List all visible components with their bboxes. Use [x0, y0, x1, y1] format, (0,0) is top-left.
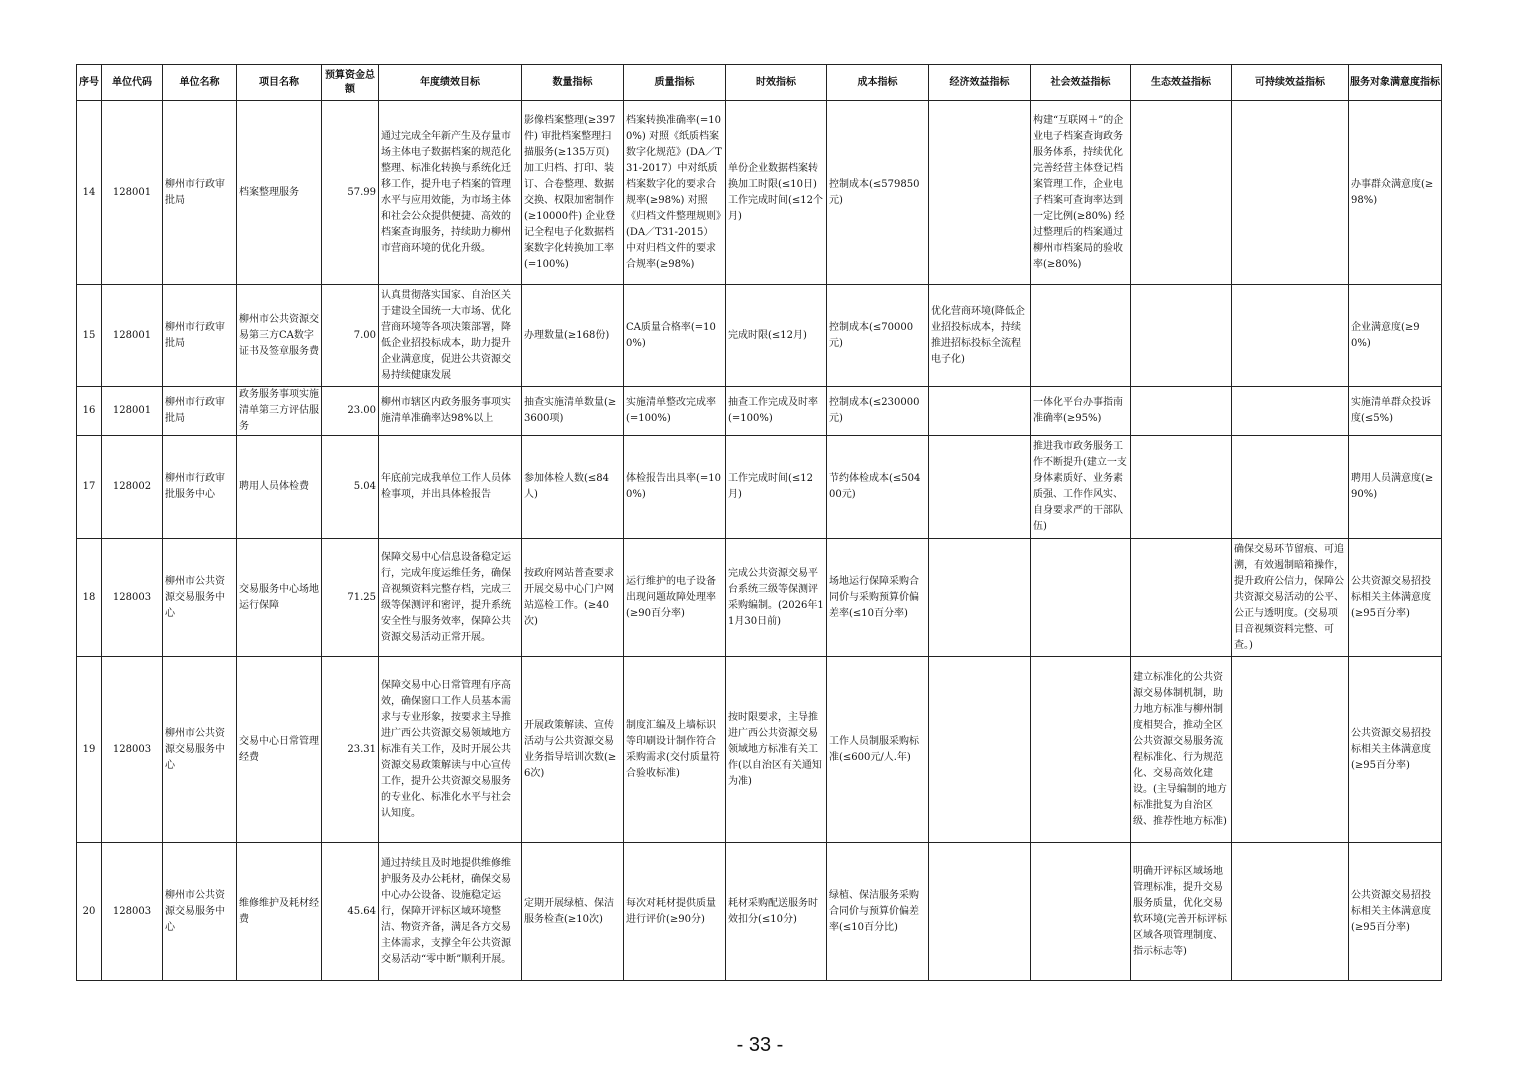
budget-amount-cell: 23.00: [322, 387, 379, 436]
unit-code-cell: 128003: [102, 657, 163, 843]
table-header: [77, 65, 1442, 101]
project-name-cell: 交易中心日常管理经费: [237, 657, 322, 843]
quality-indicator-cell: 运行维护的电子设备出现问题故障处理率(≥90百分率): [624, 539, 726, 657]
satisfaction-indicator-cell: 办事群众满意度(≥98%): [1349, 101, 1442, 285]
cost-indicator-cell: 绿植、保洁服务采购合同价与预算价偏差率(≤10百分比): [827, 843, 929, 981]
ecological-benefit-cell: [1131, 101, 1232, 285]
timeliness-indicator-cell: 单份企业数据档案转换加工时限(≤10日) 工作完成时间(≤12个月): [726, 101, 827, 285]
quality-indicator-cell: CA质量合格率(=100%): [624, 285, 726, 387]
quality-indicator-cell: 体检报告出具率(=100%): [624, 436, 726, 539]
project-name-cell: 柳州市公共资源交易第三方CA数字证书及签章服务费: [237, 285, 322, 387]
economic-benefit-cell: [929, 657, 1031, 843]
page-number: - 33 -: [736, 1034, 784, 1056]
table-row: [77, 387, 1442, 436]
row-number-cell: 20: [77, 843, 102, 981]
ecological-benefit-cell: 明确开评标区域场地管理标准，提升交易服务质量，优化交易软环境(完善开标评标区域各项管理制度、指示标志等): [1131, 843, 1232, 981]
header-cell: 生态效益指标: [1131, 65, 1232, 101]
quality-indicator-cell: 实施清单整改完成率(=100%): [624, 387, 726, 436]
unit-name-cell: 柳州市公共资源交易服务中心: [163, 843, 237, 981]
project-name-cell: 档案整理服务: [237, 101, 322, 285]
header-cell: 预算资金总额: [322, 65, 379, 101]
sustainable-benefit-cell: [1232, 843, 1349, 981]
annual-goal-cell: 保障交易中心日常管理有序高效，确保窗口工作人员基本需求与专业形象，按要求主导推进广西公共资源交易领域地方标准有关工作，及时开展公共资源交易政策解读与中心宣传工作，提升公共资源交易服务的专业化、标准化水平与社会认知度。: [379, 657, 522, 843]
economic-benefit-cell: [929, 539, 1031, 657]
unit-name-cell: 柳州市行政审批局: [163, 387, 237, 436]
social-benefit-cell: [1031, 285, 1131, 387]
timeliness-indicator-cell: 抽查工作完成及时率(=100%): [726, 387, 827, 436]
header-cell: 经济效益指标: [929, 65, 1031, 101]
ecological-benefit-cell: [1131, 539, 1232, 657]
ecological-benefit-cell: 建立标准化的公共资源交易体制机制，助力地方标准与柳州制度相契合，推动全区公共资源交易服务流程标准化、行为规范化、交易高效化建设。(主导编制的地方标准批复为自治区级、推荐性地方标准): [1131, 657, 1232, 843]
row-number-cell: 15: [77, 285, 102, 387]
ecological-benefit-cell: [1131, 387, 1232, 436]
timeliness-indicator-cell: 按时限要求，主导推进广西公共资源交易领域地方标准有关工作(以自治区有关通知为准): [726, 657, 827, 843]
timeliness-indicator-cell: 完成公共资源交易平台系统三级等保测评采购编制。(2026年11月30日前): [726, 539, 827, 657]
header-cell: 社会效益指标: [1031, 65, 1131, 101]
unit-name-cell: 柳州市公共资源交易服务中心: [163, 657, 237, 843]
header-row: [77, 65, 1442, 101]
quality-indicator-cell: 制度汇编及上墙标识等印刷设计制作符合采购需求(交付质量符合验收标准): [624, 657, 726, 843]
header-cell: 项目名称: [237, 65, 322, 101]
header-cell: 单位名称: [163, 65, 237, 101]
table-row: [77, 285, 1442, 387]
social-benefit-cell: 推进我市政务服务工作不断提升(建立一支身体素质好、业务素质强、工作作风实、自身要求严的干部队伍): [1031, 436, 1131, 539]
timeliness-indicator-cell: 工作完成时间(≤12月): [726, 436, 827, 539]
unit-code-cell: 128003: [102, 843, 163, 981]
quantity-indicator-cell: 按政府网站普查要求开展交易中心门户网站巡检工作。(≥40次): [522, 539, 624, 657]
table-row: [77, 101, 1442, 285]
sustainable-benefit-cell: [1232, 657, 1349, 843]
timeliness-indicator-cell: 完成时限(≤12月): [726, 285, 827, 387]
unit-code-cell: 128001: [102, 285, 163, 387]
quantity-indicator-cell: 抽查实施清单数量(≥3600项): [522, 387, 624, 436]
satisfaction-indicator-cell: 公共资源交易招投标相关主体满意度(≥95百分率): [1349, 843, 1442, 981]
satisfaction-indicator-cell: 公共资源交易招投标相关主体满意度(≥95百分率): [1349, 539, 1442, 657]
header-cell: 可持续效益指标: [1232, 65, 1349, 101]
satisfaction-indicator-cell: 实施清单群众投诉度(≤5%): [1349, 387, 1442, 436]
unit-name-cell: 柳州市公共资源交易服务中心: [163, 539, 237, 657]
performance-table: [76, 64, 1442, 981]
social-benefit-cell: [1031, 843, 1131, 981]
unit-code-cell: 128001: [102, 387, 163, 436]
table-row: [77, 539, 1442, 657]
row-number-cell: 17: [77, 436, 102, 539]
sustainable-benefit-cell: 确保交易环节留痕、可追溯，有效遏制暗箱操作，提升政府公信力，保障公共资源交易活动的公平、公正与透明度。(交易项目音视频资料完整、可查。): [1232, 539, 1349, 657]
header-cell: 质量指标: [624, 65, 726, 101]
row-number-cell: 16: [77, 387, 102, 436]
economic-benefit-cell: [929, 387, 1031, 436]
ecological-benefit-cell: [1131, 436, 1232, 539]
social-benefit-cell: 构建“互联网＋”的企业电子档案查询政务服务体系，持续优化完善经营主体登记档案管理工作，企业电子档案可查询率达到一定比例(≥80%) 经过整理后的档案通过柳州市档案局的验收率(≥80%): [1031, 101, 1131, 285]
social-benefit-cell: 一体化平台办事指南准确率(≥95%): [1031, 387, 1131, 436]
row-number-cell: 18: [77, 539, 102, 657]
cost-indicator-cell: 控制成本(≤230000元): [827, 387, 929, 436]
quality-indicator-cell: 档案转换准确率(=100%) 对照《纸质档案数字化规范》(DA／T31-2017）中对纸质档案数字化的要求合规率(≥98%) 对照《归档文件整理规则》(DA／T31-2015）中对归档文件的要求合规率(≥98%): [624, 101, 726, 285]
project-name-cell: 聘用人员体检费: [237, 436, 322, 539]
annual-goal-cell: 认真贯彻落实国家、自治区关于建设全国统一大市场、优化营商环境等各项决策部署，降低企业招投标成本，助力提升企业满意度，促进公共资源交易持续健康发展: [379, 285, 522, 387]
budget-amount-cell: 23.31: [322, 657, 379, 843]
sustainable-benefit-cell: [1232, 101, 1349, 285]
row-number-cell: 19: [77, 657, 102, 843]
quantity-indicator-cell: 定期开展绿植、保洁服务检查(≥10次): [522, 843, 624, 981]
project-name-cell: 交易服务中心场地运行保障: [237, 539, 322, 657]
quantity-indicator-cell: 办理数量(≥168份): [522, 285, 624, 387]
header-cell: 服务对象满意度指标: [1349, 65, 1442, 101]
table-row: [77, 436, 1442, 539]
satisfaction-indicator-cell: 企业满意度(≥90%): [1349, 285, 1442, 387]
unit-name-cell: 柳州市行政审批局: [163, 101, 237, 285]
cost-indicator-cell: 场地运行保障采购合同价与采购预算价偏差率(≤10百分率): [827, 539, 929, 657]
unit-name-cell: 柳州市行政审批服务中心: [163, 436, 237, 539]
quantity-indicator-cell: 影像档案整理(≥397件) 审批档案整理扫描服务(≥135万页) 加工归档、打印、装订、合卷整理、数据交换、权限加密制作(≥10000件) 企业登记全程电子化数据档案数字化转换加工率(=100%): [522, 101, 624, 285]
table-row: [77, 843, 1442, 981]
social-benefit-cell: [1031, 539, 1131, 657]
unit-name-cell: 柳州市行政审批局: [163, 285, 237, 387]
budget-amount-cell: 7.00: [322, 285, 379, 387]
project-name-cell: 政务服务事项实施清单第三方评估服务: [237, 387, 322, 436]
quantity-indicator-cell: 开展政策解读、宣传活动与公共资源交易业务指导培训次数(≥6次): [522, 657, 624, 843]
budget-amount-cell: 5.04: [322, 436, 379, 539]
annual-goal-cell: 通过持续且及时地提供维修维护服务及办公耗材，确保交易中心办公设备、设施稳定运行，保障开评标区域环境整洁、物资齐备，满足各方交易主体需求，支撑全年公共资源交易活动“零中断”顺利开展。: [379, 843, 522, 981]
row-number-cell: 14: [77, 101, 102, 285]
annual-goal-cell: 柳州市辖区内政务服务事项实施清单准确率达98%以上: [379, 387, 522, 436]
annual-goal-cell: 通过完成全年新产生及存量市场主体电子数据档案的规范化整理、标准化转换与系统化迁移工作，提升电子档案的管理水平与应用效能，为市场主体和社会公众提供便捷、高效的档案查询服务，持续助力柳州市营商环境的优化升级。: [379, 101, 522, 285]
annual-goal-cell: 年底前完成我单位工作人员体检事项，并出具体检报告: [379, 436, 522, 539]
sustainable-benefit-cell: [1232, 436, 1349, 539]
unit-code-cell: 128002: [102, 436, 163, 539]
header-cell: 年度绩效目标: [379, 65, 522, 101]
cost-indicator-cell: 工作人员制服采购标准(≤600元/人.年): [827, 657, 929, 843]
ecological-benefit-cell: [1131, 285, 1232, 387]
header-cell: 序号: [77, 65, 102, 101]
sustainable-benefit-cell: [1232, 387, 1349, 436]
project-name-cell: 维修维护及耗材经费: [237, 843, 322, 981]
unit-code-cell: 128003: [102, 539, 163, 657]
economic-benefit-cell: 优化营商环境(降低企业招投标成本，持续推进招标投标全流程电子化): [929, 285, 1031, 387]
social-benefit-cell: [1031, 657, 1131, 843]
economic-benefit-cell: [929, 101, 1031, 285]
satisfaction-indicator-cell: 公共资源交易招投标相关主体满意度(≥95百分率): [1349, 657, 1442, 843]
header-cell: 单位代码: [102, 65, 163, 101]
header-cell: 数量指标: [522, 65, 624, 101]
economic-benefit-cell: [929, 436, 1031, 539]
quantity-indicator-cell: 参加体检人数(≤84人): [522, 436, 624, 539]
cost-indicator-cell: 节约体检成本(≤50400元): [827, 436, 929, 539]
cost-indicator-cell: 控制成本(≤70000元): [827, 285, 929, 387]
table-row: [77, 657, 1442, 843]
economic-benefit-cell: [929, 843, 1031, 981]
budget-amount-cell: 57.99: [322, 101, 379, 285]
timeliness-indicator-cell: 耗材采购配送服务时效扣分(≤10分): [726, 843, 827, 981]
annual-goal-cell: 保障交易中心信息设备稳定运行，完成年度运维任务，确保音视频资料完整存档，完成三级等保测评和密评，提升系统安全性与服务效率，保障公共资源交易活动正常开展。: [379, 539, 522, 657]
quality-indicator-cell: 每次对耗材提供质量进行评价(≥90分): [624, 843, 726, 981]
budget-amount-cell: 45.64: [322, 843, 379, 981]
unit-code-cell: 128001: [102, 101, 163, 285]
header-cell: 时效指标: [726, 65, 827, 101]
budget-amount-cell: 71.25: [322, 539, 379, 657]
header-cell: 成本指标: [827, 65, 929, 101]
table-body: [77, 101, 1442, 981]
satisfaction-indicator-cell: 聘用人员满意度(≥90%): [1349, 436, 1442, 539]
cost-indicator-cell: 控制成本(≤579850元): [827, 101, 929, 285]
sustainable-benefit-cell: [1232, 285, 1349, 387]
